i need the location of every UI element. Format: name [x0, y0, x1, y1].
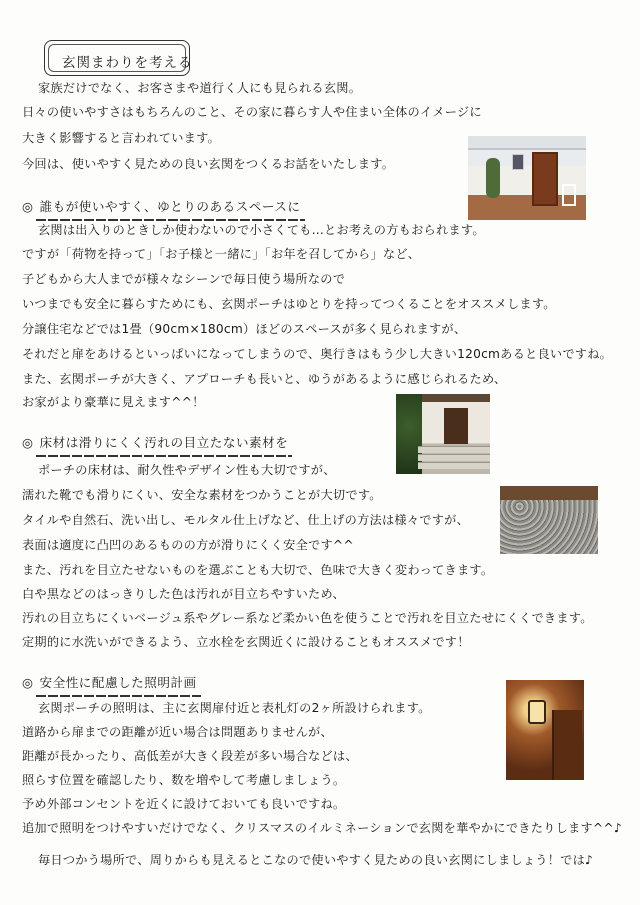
section-1-heading: ◎ 誰もが使いやすく、ゆとりのあるスペースに — [22, 196, 301, 215]
section-2-line-3: タイルや自然石、洗い出し、モルタル仕上げなど、仕上げの方法は様々ですが、 — [22, 513, 470, 527]
closing-line: 毎日つかう場所で、周りからも見えるとこなので使いやすく見ための良い玄関にしましょう！では♪ — [38, 853, 594, 867]
section-1-line-8: お家がより豪華に見えます^^！ — [22, 395, 205, 409]
section-1-line-4: いつまでも安全に暮らすためにも、玄関ポーチはゆとりを持ってつくることをオススメします。 — [22, 297, 556, 311]
house-exterior-photo — [468, 136, 586, 220]
section-3-line-4: 照らす位置を確認したり、数を増やして考慮しましょう。 — [22, 773, 346, 787]
page-title: 玄関まわりを考える — [62, 55, 193, 71]
bullet-icon: ◎ — [22, 435, 34, 450]
section-1-line-2: ですが「荷物を持って」「お子様と一緒に」「お年を召してから」など、 — [22, 247, 421, 261]
section-3-line-2: 道路から扉までの距離が近い場合は問題ありませんが、 — [22, 725, 333, 739]
section-1-line-1: 玄関は出入りのときしか使わないので小さくても…とお考えの方もおられます。 — [38, 223, 485, 237]
section-1-line-3: 子どもから大人までが様々なシーンで毎日使う場所なので — [22, 272, 346, 286]
entrance-steps-photo — [396, 394, 490, 474]
section-2-line-7: 汚れの目立ちにくいベージュ系やグレー系など柔かい色を使うことで汚れを目立たせにくくできます。 — [22, 611, 593, 625]
section-2-line-5: また、汚れを目立たせないものを選ぶことも大切で、色味で大きく変わってきます。 — [22, 563, 494, 577]
bullet-icon: ◎ — [22, 675, 34, 690]
section-2-heading: ◎ 床材は滑りにくく汚れの目立たない素材を — [22, 432, 288, 451]
intro-line-3: 大きく影響すると言われています。 — [22, 131, 221, 145]
bullet-icon: ◎ — [22, 199, 34, 214]
section-2-line-1: ポーチの床材は、耐久性やデザイン性も大切ですが、 — [38, 463, 336, 477]
section-2-line-2: 濡れた靴でも滑りにくい、安全な素材をつかうことが大切です。 — [22, 488, 382, 502]
section-2-line-4: 表面は適度に凸凹のあるものの方が滑りにくく安全です^^ — [22, 538, 354, 552]
section-2-line-8: 定期的に水洗いができるよう、立水栓を玄関近くに設けることもオススメです！ — [22, 635, 470, 649]
intro-line-1: 家族だけでなく、お客さまや道行く人にも見られる玄関。 — [38, 81, 362, 95]
lantern-light-photo — [506, 680, 584, 780]
section-2-line-6: 白や黒などのはっきりした色は汚れが目立ちやすいため、 — [22, 587, 345, 601]
section-1-line-6: それだと扉をあけるといっぱいになってしまうので、奥行きはもう少し大きい120cmあると良いですね。 — [22, 347, 613, 361]
section-3-line-5: 予め外部コンセントを近くに設けておいても良いですね。 — [22, 797, 346, 811]
gravel-floor-photo — [500, 486, 598, 554]
section-3-line-6: 追加で照明をつけやすいだけでなく、クリスマスのイルミネーションで玄関を華やかにできたりします^^♪ — [22, 821, 622, 835]
section-3-heading: ◎ 安全性に配慮した照明計画 — [22, 672, 197, 691]
intro-line-2: 日々の使いやすさはもちろんのこと、その家に暮らす人や住まい全体のイメージに — [22, 105, 482, 119]
section-3-line-3: 距離が長かったり、高低差が大きく段差が多い場合などは、 — [22, 749, 358, 763]
section-3-line-1: 玄関ポーチの照明は、主に玄関扉付近と表札灯の2ヶ所設けられます。 — [38, 701, 431, 715]
intro-line-4: 今回は、使いやすく見ための良い玄関をつくるお話をいたします。 — [22, 157, 395, 171]
section-1-line-7: また、玄関ポーチが大きく、アプローチも長いと、ゆうがあるように感じられるため、 — [22, 372, 507, 386]
section-1-line-5: 分譲住宅などでは1畳（90cm×180cm）ほどのスペースが多く見られますが、 — [22, 322, 467, 336]
